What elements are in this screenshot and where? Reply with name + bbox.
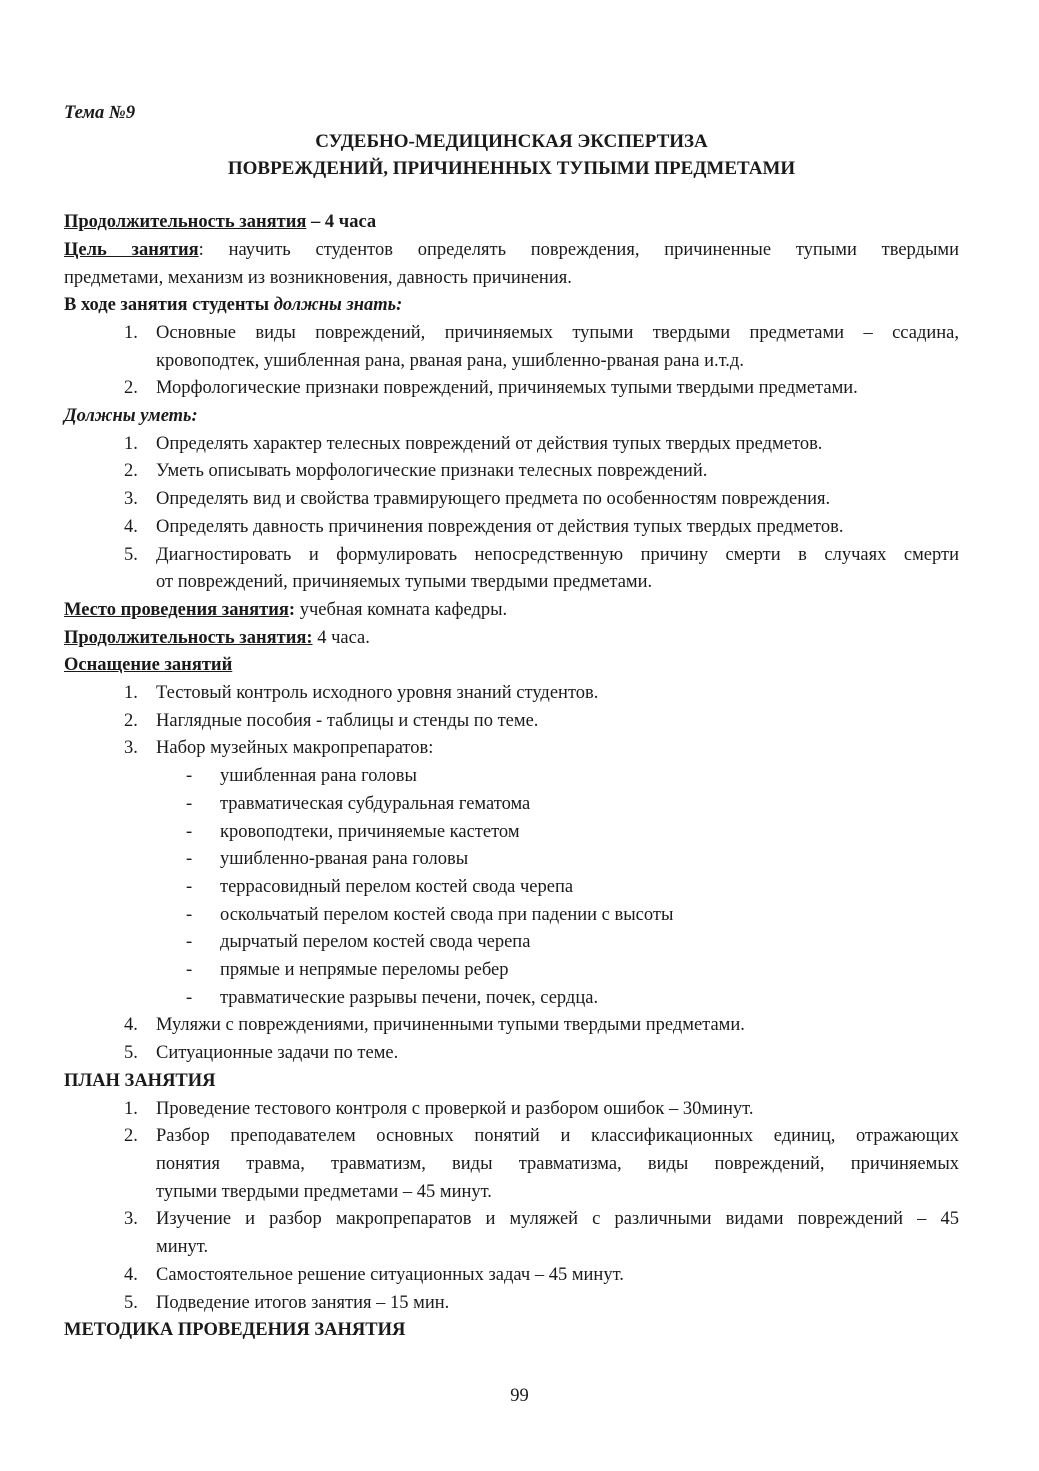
page-number: 99 bbox=[510, 1386, 529, 1406]
list-item: 1. Тестовый контроль исходного уровня знаний студентов. bbox=[124, 683, 599, 704]
list-item: 1. Проведение тестового контроля с проверкой и разбором ошибок – 30минут. bbox=[124, 1098, 754, 1119]
able-heading: Должны уметь: bbox=[64, 406, 198, 427]
list-item: 4. Определять давность причинения повреждения от действия тупых твердых предметов. bbox=[124, 516, 844, 537]
list-item: 2. Уметь описывать морфологические признаки телесных повреждений. bbox=[124, 461, 708, 482]
sub-list-item: - прямые и непрямые переломы ребер bbox=[186, 960, 509, 981]
goal-line-2: предметами, механизм из возникновения, давность причинения. bbox=[64, 267, 572, 288]
list-item: 3. Определять вид и свойства травмирующего предмета по особенностям повреждения. bbox=[124, 489, 831, 510]
equipment-heading: Оснащение занятий bbox=[64, 655, 233, 676]
page-title-line-1: СУДЕБНО-МЕДИЦИНСКАЯ ЭКСПЕРТИЗА bbox=[315, 130, 708, 152]
goal-label: Цель занятия bbox=[64, 239, 199, 260]
plan-list bbox=[64, 1096, 959, 1318]
equipment-list bbox=[64, 680, 959, 1068]
list-item: 4. Самостоятельное решение ситуационных задач – 45 минут. bbox=[124, 1264, 624, 1285]
list-item: 5. Подведение итогов занятия – 15 мин. bbox=[124, 1292, 450, 1313]
list-item: 5. Диагностировать и формулировать непосредственную причину смерти в случаях смерти от повреждений, причиняемых тупыми твердыми предметами. bbox=[124, 544, 959, 593]
list-item: 3. Набор музейных макропрепаратов: bbox=[124, 738, 434, 759]
sub-list-item: - травматическая субдуральная гематома bbox=[186, 793, 531, 814]
document-page bbox=[64, 100, 959, 1345]
place-label: Место проведения занятия bbox=[64, 599, 289, 620]
sub-list-item: - ушибленная рана головы bbox=[186, 766, 417, 787]
list-item: 1. Основные виды повреждений, причиняемых тупыми твердыми предметами – ссадина, кровоподтек, ушибленная рана, рваная рана, ушибленно-рваная рана и.т.д. bbox=[124, 322, 959, 371]
sub-list-item: - оскольчатый перелом костей свода при падении с высоты bbox=[186, 904, 674, 925]
topic-number: Тема №9 bbox=[64, 103, 136, 123]
list-item: 2. Наглядные пособия - таблицы и стенды по теме. bbox=[124, 710, 539, 731]
list-item: 4. Муляжи с повреждениями, причиненными тупыми твердыми предметами. bbox=[124, 1015, 745, 1036]
sub-list-item: - травматические разрывы печени, почек, сердца. bbox=[186, 987, 599, 1008]
goal-text-1: : научить студентов определять повреждения, причиненные тупыми твердыми bbox=[198, 239, 960, 260]
duration-line bbox=[64, 209, 959, 237]
duration-value-2: 4 часа. bbox=[312, 627, 370, 648]
able-list bbox=[64, 431, 959, 597]
sub-list-item: - ушибленно-рваная рана головы bbox=[186, 849, 469, 870]
sub-list-item: - дырчатый перелом костей свода черепа bbox=[186, 932, 531, 953]
list-item: 5. Ситуационные задачи по теме. bbox=[124, 1043, 399, 1064]
know-heading: В ходе занятия студенты должны знать: bbox=[64, 295, 403, 316]
goal-line-1 bbox=[64, 237, 959, 265]
know-list bbox=[64, 320, 959, 403]
plan-heading: ПЛАН ЗАНЯТИЯ bbox=[64, 1070, 216, 1091]
list-item: 2. Морфологические признаки повреждений, причиняемых тупыми твердыми предметами. bbox=[124, 378, 858, 399]
duration-value: – 4 часа bbox=[306, 212, 377, 233]
duration-line-2 bbox=[64, 625, 959, 653]
sub-list-item: - кровоподтеки, причиняемые кастетом bbox=[186, 821, 520, 842]
list-item: 2. Разбор преподавателем основных понятий и классификационных единиц, отражающих понятия травма, травматизм, виды травматизма, виды повреждений, причиняемых тупыми твердыми предметами – 45 минут. bbox=[124, 1126, 959, 1202]
duration-label: Продолжительность занятия bbox=[64, 212, 307, 233]
duration-label-2: Продолжительность занятия: bbox=[64, 627, 313, 648]
sub-list-item: - террасовидный перелом костей свода черепа bbox=[186, 876, 574, 897]
place-line: Место проведения занятия: учебная комната кафедры. bbox=[64, 599, 508, 620]
page-title-line-2: ПОВРЕЖДЕНИЙ, ПРИЧИНЕННЫХ ТУПЫМИ ПРЕДМЕТАМИ bbox=[227, 158, 796, 180]
place-value: учебная комната кафедры. bbox=[295, 599, 508, 620]
method-heading: МЕТОДИКА ПРОВЕДЕНИЯ ЗАНЯТИЯ bbox=[64, 1320, 406, 1341]
list-item: 1. Определять характер телесных повреждений от действия тупых твердых предметов. bbox=[124, 433, 823, 454]
list-item: 3. Изучение и разбор макропрепаратов и муляжей с различными видами повреждений – 45 минут. bbox=[124, 1209, 959, 1258]
